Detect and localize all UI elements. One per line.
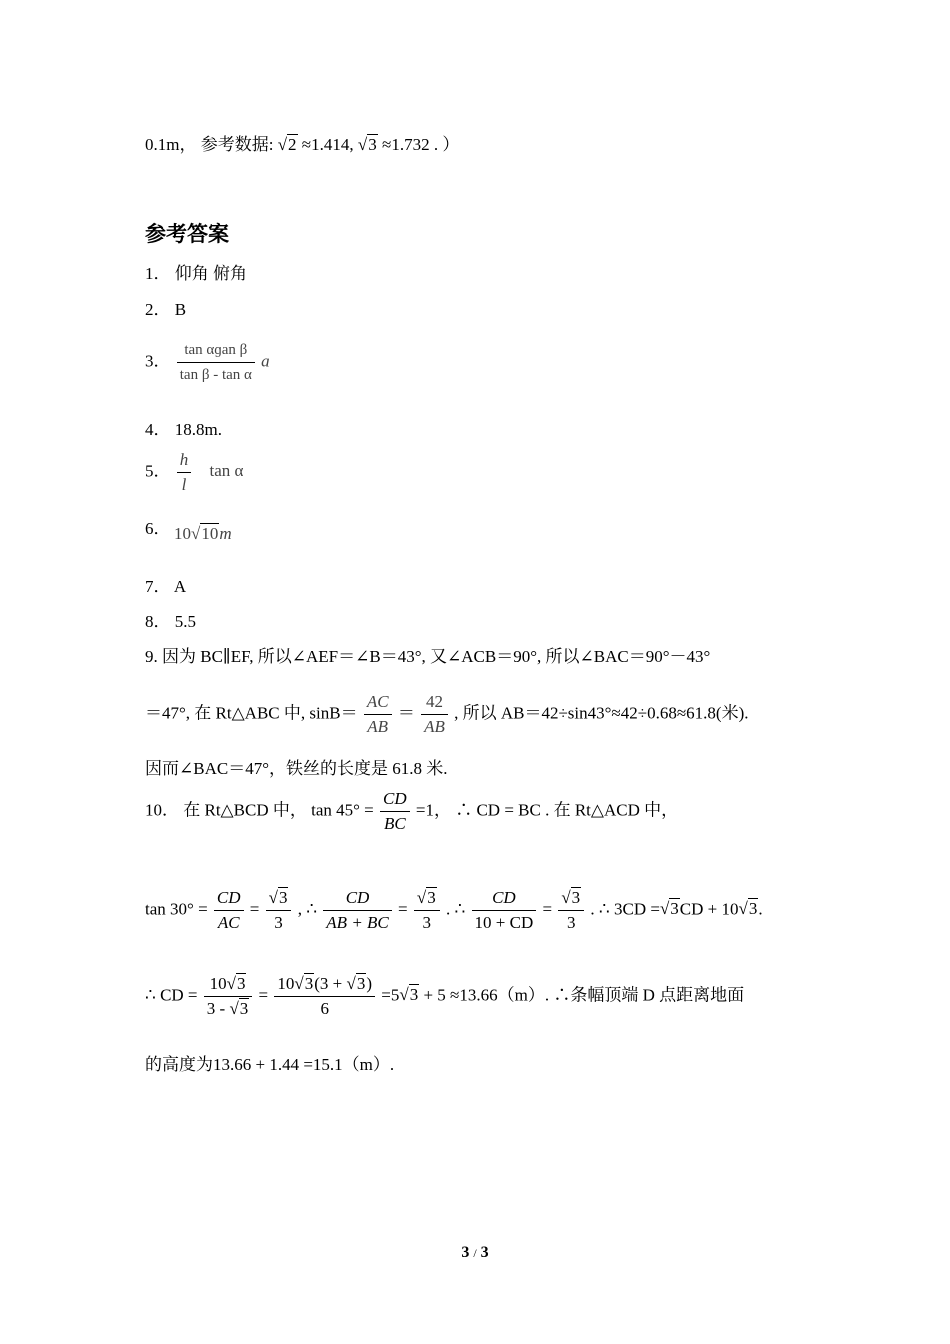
frac-sqrt3-3-b: $\frac{√3}{3}$ <box>414 886 440 935</box>
answer-6-value: 10√10m <box>174 524 232 543</box>
frac-cd-10-cd: $\frac{CD}{10 + CD}$ <box>472 886 537 935</box>
frac-sqrt3-3-a: $\frac{√3}{3}$ <box>266 886 292 935</box>
approx1: ≈1.414, <box>301 135 354 154</box>
intro-text: 0.1m， 参考数据: <box>145 135 274 154</box>
frac-cd-ab-bc: $\frac{CD}{AB + BC}$ <box>323 886 391 935</box>
answer-10-fraction-cd-bc: $\frac{CD}{BC}$ <box>380 787 410 836</box>
answer-8: 8． 5.5 <box>145 612 196 631</box>
approx2: ≈1.732 <box>381 135 430 154</box>
answer-10-line-4: 的高度为13.66 + 1.44 =15.1（m）. <box>145 1055 395 1074</box>
answer-5-fraction: $\frac{h}{l}$ <box>177 448 192 497</box>
frac-cd-ac: $\frac{CD}{AC}$ <box>214 886 244 935</box>
answer-10-line-1: 10． 在 Rt△BCD 中， tan 45° = $\frac{CD}{BC}$ =1， ∴ CD = BC . 在 Rt△ACD 中， <box>145 787 678 836</box>
answer-9-line-2: ＝47°, 在 Rt△ABC 中, sinB＝ $\frac{AC}{AB}$ ＝ $\frac{42}{AB}$ , 所以 AB＝42÷sin43°≈42÷0.68≈61.8(米). <box>145 690 749 739</box>
answer-9-line-3: 因而∠BAC＝47°，铁丝的长度是 61.8 米. <box>145 759 448 778</box>
answer-6: 6． <box>145 519 171 538</box>
answer-9-fraction-1: $\frac{AC}{AB}$ <box>364 690 392 739</box>
answer-2: 2． B <box>145 300 187 319</box>
answer-10-line-3: ∴ CD = $\frac{10√3}{3 - √3}$ = $\frac{10√3(3 + √3)}{6}$ =5√3 + 5 ≈13.66（m）. ∴条幅顶端 D 点距离地面 <box>145 972 744 1021</box>
page-number: 3 / 3 <box>461 1244 489 1261</box>
answer-1: 1． 仰角 俯角 <box>145 264 247 283</box>
answer-7: 7． A <box>145 577 187 596</box>
answer-9-fraction-2: $\frac{42}{AB}$ <box>421 690 448 739</box>
sqrt3: √3 <box>357 135 377 154</box>
answer-3: 3． $\frac{\text{tan αɡan β}}{\text{tan β - tan α}}$ a <box>145 338 270 387</box>
answer-6-sqrt: √10 <box>191 524 219 543</box>
answer-4: 4． 18.8m. <box>145 420 222 439</box>
sqrt2: √2 <box>277 135 297 154</box>
intro-line <box>145 130 459 155</box>
answer-9-line-1: 9. 因为 BC∥EF, 所以∠AEF＝∠B＝43°, 又∠ACB＝90°, 所以∠BAC＝90°－43° <box>145 647 711 666</box>
answer-10-line-2: tan 30° = $\frac{CD}{AC}$ = $\frac{√3}{3}$ , ∴ $\frac{CD}{AB + BC}$ = $\frac{√3}{3}$ . ∴ $\frac{CD}{10 + CD}$ = $\frac{√3}{3}$ . ∴ 3CD =√3CD + 10√3. <box>145 886 763 935</box>
answer-5: 5． $\frac{h}{l}$ tan α <box>145 448 243 497</box>
section-title: 参考答案 <box>145 222 229 246</box>
intro-tail: . ） <box>433 135 460 154</box>
frac-rationalized: $\frac{10√3(3 + √3)}{6}$ <box>274 972 375 1021</box>
frac-10sqrt3-3-sqrt3: $\frac{10√3}{3 - √3}$ <box>204 972 253 1021</box>
frac-sqrt3-3-c: $\frac{√3}{3}$ <box>558 886 584 935</box>
answer-3-fraction: $\frac{\text{tan αɡan β}}{\text{tan β - tan α}}$ <box>177 338 255 387</box>
